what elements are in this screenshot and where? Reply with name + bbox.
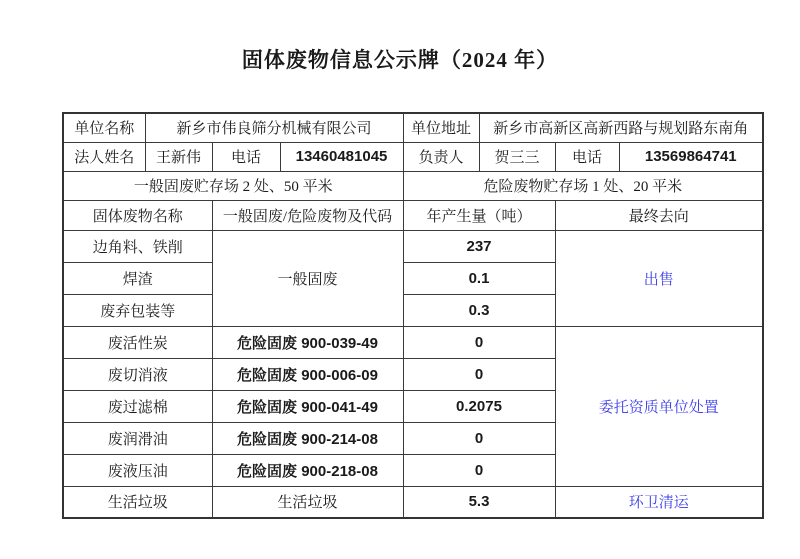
- header-waste-destination: 最终去向: [555, 200, 763, 230]
- waste-name-cell: 废弃包装等: [63, 294, 212, 326]
- table-row: [63, 230, 763, 262]
- waste-category-cell: 一般固废: [212, 230, 403, 326]
- waste-qty-cell: 0: [403, 326, 555, 358]
- manager-phone-value: 13569864741: [619, 142, 763, 171]
- waste-name-cell: 废液压油: [63, 454, 212, 486]
- waste-dest-cell: 环卫清运: [555, 486, 763, 518]
- manager-phone-label: 电话: [555, 142, 619, 171]
- unit-address-value: 新乡市高新区高新西路与规划路东南角: [479, 113, 763, 142]
- table-header-row: [63, 200, 763, 230]
- waste-name-cell: 废切消液: [63, 358, 212, 390]
- legal-person-value: 王新伟: [145, 142, 212, 171]
- waste-code-cell: 生活垃圾: [212, 486, 403, 518]
- waste-dest-cell: 委托资质单位处置: [555, 326, 763, 486]
- waste-qty-cell: 0.2075: [403, 390, 555, 422]
- waste-qty-cell: 0: [403, 422, 555, 454]
- waste-qty-cell: 0.1: [403, 262, 555, 294]
- legal-phone-label: 电话: [212, 142, 280, 171]
- waste-name-cell: 废过滤棉: [63, 390, 212, 422]
- waste-notice-table: [62, 112, 764, 519]
- page-title: 固体废物信息公示牌（2024 年）: [241, 48, 559, 72]
- waste-code-cell: 危险固废 900-039-49: [212, 326, 403, 358]
- legal-person-label: 法人姓名: [63, 142, 145, 171]
- table-row: [63, 142, 763, 171]
- unit-name-value: 新乡市伟良筛分机械有限公司: [145, 113, 403, 142]
- waste-name-cell: 生活垃圾: [63, 486, 212, 518]
- header-waste-code: 一般固废/危险废物及代码: [212, 200, 403, 230]
- hazardous-storage-info: 危险废物贮存场 1 处、20 平米: [403, 171, 763, 200]
- table-row: [63, 113, 763, 142]
- waste-qty-cell: 0: [403, 358, 555, 390]
- waste-name-cell: 废活性炭: [63, 326, 212, 358]
- waste-code-cell: 危险固废 900-214-08: [212, 422, 403, 454]
- table-row: [63, 486, 763, 518]
- waste-code-cell: 危险固废 900-218-08: [212, 454, 403, 486]
- table-row: [63, 171, 763, 200]
- manager-value: 贺三三: [479, 142, 555, 171]
- waste-qty-cell: 0: [403, 454, 555, 486]
- header-waste-quantity: 年产生量（吨）: [403, 200, 555, 230]
- waste-code-cell: 危险固废 900-041-49: [212, 390, 403, 422]
- unit-address-label: 单位地址: [403, 113, 479, 142]
- waste-dest-cell: 出售: [555, 230, 763, 326]
- waste-qty-cell: 237: [403, 230, 555, 262]
- waste-name-cell: 边角料、铁削: [63, 230, 212, 262]
- manager-label: 负责人: [403, 142, 479, 171]
- unit-name-label: 单位名称: [63, 113, 145, 142]
- waste-name-cell: 焊渣: [63, 262, 212, 294]
- waste-qty-cell: 5.3: [403, 486, 555, 518]
- waste-qty-cell: 0.3: [403, 294, 555, 326]
- waste-name-cell: 废润滑油: [63, 422, 212, 454]
- legal-phone-value: 13460481045: [280, 142, 403, 171]
- table-row: [63, 326, 763, 358]
- waste-code-cell: 危险固废 900-006-09: [212, 358, 403, 390]
- header-waste-name: 固体废物名称: [63, 200, 212, 230]
- general-storage-info: 一般固废贮存场 2 处、50 平米: [63, 171, 403, 200]
